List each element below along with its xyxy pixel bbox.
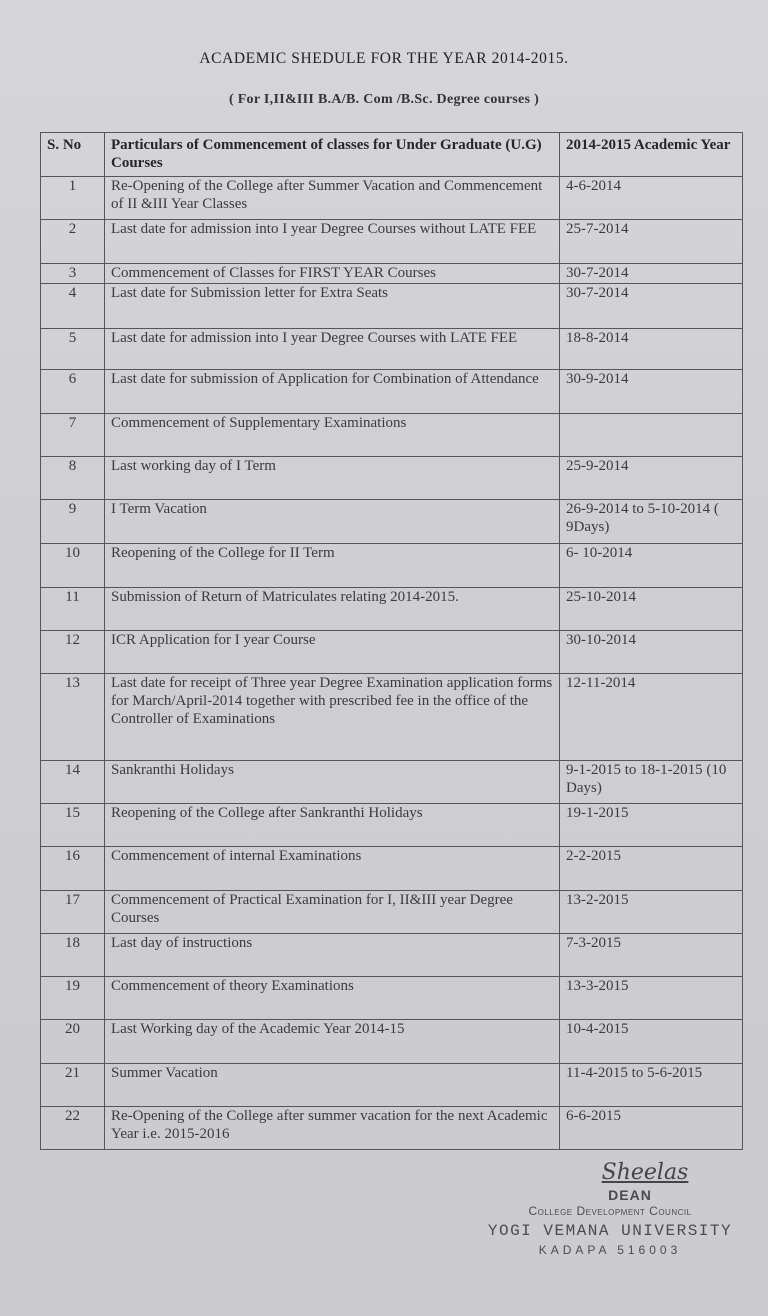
row-date: 13-2-2015	[560, 891, 743, 934]
row-number: 11	[41, 588, 105, 631]
table-row	[41, 544, 743, 588]
signatory-university: YOGI VEMANA UNIVERSITY	[487, 1222, 733, 1240]
row-date: 7-3-2015	[560, 934, 743, 977]
table-row	[41, 1020, 743, 1064]
row-date: 11-4-2015 to 5-6-2015	[560, 1064, 743, 1107]
row-particulars: Last date for receipt of Three year Degree Examination application forms for March/April-2014 together with prescribed fee in the office of the Controller of Examinations	[105, 674, 560, 761]
table-row	[41, 414, 743, 457]
row-number: 7	[41, 414, 105, 457]
table-row	[41, 761, 743, 804]
row-number: 9	[41, 500, 105, 544]
table-row	[41, 977, 743, 1020]
table-row	[41, 804, 743, 847]
header-particulars: Particulars of Commencement of classes for Under Graduate (U.G) Courses	[105, 133, 560, 177]
header-academic-year: 2014-2015 Academic Year	[560, 133, 743, 177]
row-particulars: Commencement of Classes for FIRST YEAR Courses	[105, 264, 560, 284]
document-title: ACADEMIC SHEDULE FOR THE YEAR 2014-2015.	[199, 50, 569, 67]
signatory-city: KADAPA 516003	[538, 1243, 682, 1257]
row-particulars: Submission of Return of Matriculates relating 2014-2015.	[105, 588, 560, 631]
table-row	[41, 284, 743, 329]
row-particulars: Re-Opening of the College after Summer Vacation and Commencement of II &III Year Classes	[105, 177, 560, 220]
row-number: 15	[41, 804, 105, 847]
row-date: 10-4-2015	[560, 1020, 743, 1064]
row-number: 17	[41, 891, 105, 934]
row-number: 2	[41, 220, 105, 264]
row-particulars: Commencement of theory Examinations	[105, 977, 560, 1020]
table-row	[41, 370, 743, 414]
row-particulars: Last Working day of the Academic Year 2014-15	[105, 1020, 560, 1064]
row-particulars: Summer Vacation	[105, 1064, 560, 1107]
row-date: 25-7-2014	[560, 220, 743, 264]
row-number: 8	[41, 457, 105, 500]
table-row	[41, 934, 743, 977]
signature-block	[470, 1160, 750, 1257]
row-date	[560, 414, 743, 457]
row-number: 18	[41, 934, 105, 977]
row-number: 22	[41, 1107, 105, 1150]
row-number: 21	[41, 1064, 105, 1107]
row-date: 30-7-2014	[560, 264, 743, 284]
row-number: 13	[41, 674, 105, 761]
table-row	[41, 220, 743, 264]
row-particulars: Sankranthi Holidays	[105, 761, 560, 804]
row-particulars: Last date for admission into I year Degree Courses with LATE FEE	[105, 329, 560, 370]
row-particulars: Last date for Submission letter for Extra Seats	[105, 284, 560, 329]
row-number: 12	[41, 631, 105, 674]
signatory-title: DEAN	[608, 1187, 652, 1203]
row-number: 20	[41, 1020, 105, 1064]
row-date: 6-6-2015	[560, 1107, 743, 1150]
table-row	[41, 1064, 743, 1107]
row-number: 19	[41, 977, 105, 1020]
table-row	[41, 329, 743, 370]
row-particulars: ICR Application for I year Course	[105, 631, 560, 674]
table-row	[41, 500, 743, 544]
row-date: 18-8-2014	[560, 329, 743, 370]
row-number: 4	[41, 284, 105, 329]
table-row	[41, 891, 743, 934]
table-row	[41, 457, 743, 500]
row-particulars: Commencement of Practical Examination for I, II&III year Degree Courses	[105, 891, 560, 934]
row-particulars: Last date for submission of Application for Combination of Attendance	[105, 370, 560, 414]
table-header-row	[41, 133, 743, 177]
table-row	[41, 588, 743, 631]
row-date: 9-1-2015 to 18-1-2015 (10 Days)	[560, 761, 743, 804]
signature-mark: Sheelas	[601, 1160, 689, 1185]
row-particulars: I Term Vacation	[105, 500, 560, 544]
row-date: 30-10-2014	[560, 631, 743, 674]
table-row	[41, 264, 743, 284]
table-row	[41, 177, 743, 220]
row-particulars: Last working day of I Term	[105, 457, 560, 500]
document-subtitle: ( For I,II&III B.A/B. Com /B.Sc. Degree courses )	[228, 92, 540, 107]
row-date: 4-6-2014	[560, 177, 743, 220]
row-date: 6- 10-2014	[560, 544, 743, 588]
signatory-council: College Development Council	[528, 1204, 692, 1218]
header-sno: S. No	[41, 133, 105, 177]
row-date: 19-1-2015	[560, 804, 743, 847]
row-date: 26-9-2014 to 5-10-2014 ( 9Days)	[560, 500, 743, 544]
row-date: 13-3-2015	[560, 977, 743, 1020]
row-particulars: Reopening of the College after Sankranthi Holidays	[105, 804, 560, 847]
row-number: 5	[41, 329, 105, 370]
row-date: 25-9-2014	[560, 457, 743, 500]
row-date: 30-7-2014	[560, 284, 743, 329]
row-date: 30-9-2014	[560, 370, 743, 414]
row-particulars: Re-Opening of the College after summer vacation for the next Academic Year i.e. 2015-2016	[105, 1107, 560, 1150]
row-particulars: Commencement of Supplementary Examinations	[105, 414, 560, 457]
table-row	[41, 674, 743, 761]
table-row	[41, 631, 743, 674]
row-date: 25-10-2014	[560, 588, 743, 631]
row-date: 12-11-2014	[560, 674, 743, 761]
row-number: 6	[41, 370, 105, 414]
row-number: 10	[41, 544, 105, 588]
row-number: 16	[41, 847, 105, 891]
row-number: 14	[41, 761, 105, 804]
row-particulars: Reopening of the College for II Term	[105, 544, 560, 588]
row-number: 3	[41, 264, 105, 284]
row-date: 2-2-2015	[560, 847, 743, 891]
row-number: 1	[41, 177, 105, 220]
row-particulars: Commencement of internal Examinations	[105, 847, 560, 891]
row-particulars: Last date for admission into I year Degree Courses without LATE FEE	[105, 220, 560, 264]
schedule-table	[40, 132, 743, 1150]
row-particulars: Last day of instructions	[105, 934, 560, 977]
table-row	[41, 847, 743, 891]
table-row	[41, 1107, 743, 1150]
